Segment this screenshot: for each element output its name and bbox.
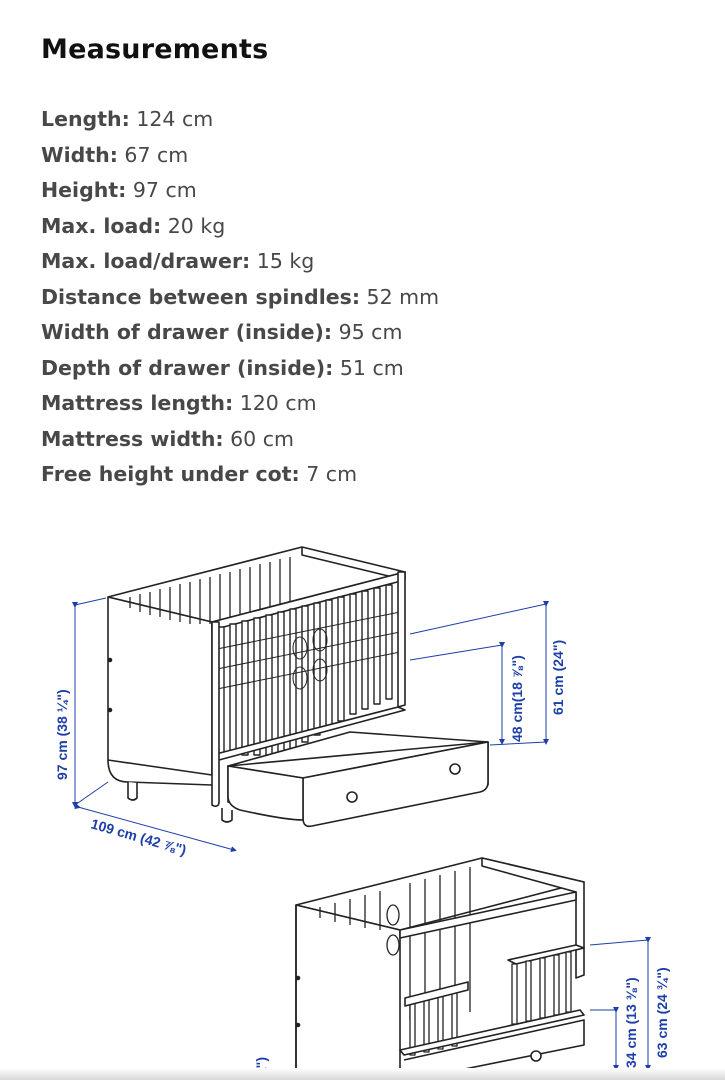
spec-label: Length: [41,107,130,131]
spec-value: 95 cm [332,320,403,344]
spec-value: 15 kg [250,249,315,273]
side-height-dimension-label: 61 cm (24") [550,639,566,715]
measurements-list [41,102,439,493]
spec-value: 97 cm [126,178,197,202]
cot-dimension-drawing [0,520,725,1080]
cot-illustration [108,547,488,826]
spec-length [41,102,439,138]
spec-mattress-length [41,386,439,422]
spec-value: 60 cm [223,426,294,451]
spec-height [41,173,439,209]
sofa-dimension-lines [590,940,648,1068]
spec-value: 51 cm [333,355,404,380]
spec-label: Depth of drawer (inside): [41,355,334,380]
spec-label: Max. load/drawer: [41,249,251,273]
spec-value: 124 cm [129,107,214,131]
spec-value: 20 kg [161,213,226,238]
spec-width [41,138,439,174]
spec-value: 120 cm [233,391,317,415]
spec-label: Width: [41,142,118,167]
spec-label: Height: [41,178,127,202]
drawer-side-dimension-label: 48 cm(18 ⅞") [509,655,525,742]
spec-label: Mattress length: [41,391,234,415]
spec-value: 52 mm [360,284,440,309]
spec-free-height [41,457,439,493]
sofa-high-dimension-label: 63 cm (24 ¾") [654,967,670,1058]
spec-max-load-drawer [41,244,439,280]
bottom-shadow [0,1068,725,1080]
spec-mattress-width [41,422,439,458]
depth-dimension-label: 109 cm (42 ⅞") [89,815,189,859]
spec-label: Max. load: [41,213,162,238]
spec-label: Free height under cot: [41,462,300,486]
sofa-illustration [296,858,584,1080]
spec-label: Distance between spindles: [41,284,361,309]
spec-max-load [41,209,439,245]
spec-drawer-width [41,315,439,351]
spec-drawer-depth [41,351,439,387]
page-title: Measurements [41,34,269,65]
sofa-low-dimension-label: 34 cm (13 ⅜") [623,977,639,1068]
spec-spindle-distance [41,280,439,316]
height-dimension-label: 97 cm (38 ¼") [54,689,70,780]
spec-label: Mattress width: [41,426,224,451]
spec-value: 7 cm [299,462,358,486]
spec-value: 67 cm [117,142,189,167]
spec-label: Width of drawer (inside): [41,320,333,344]
